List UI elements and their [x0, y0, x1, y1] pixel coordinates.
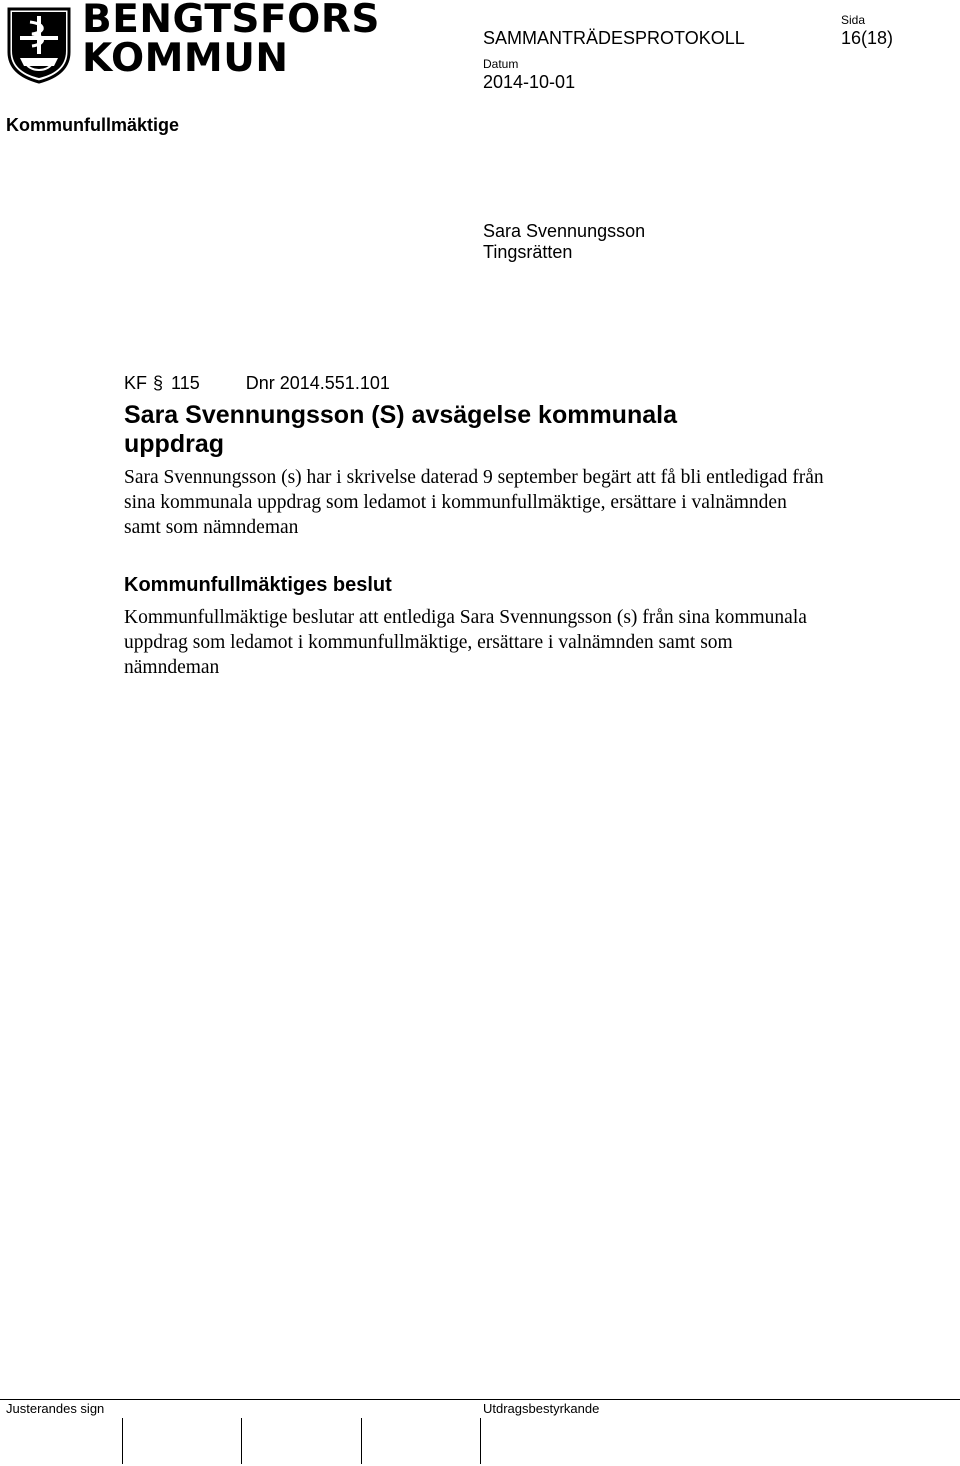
- crest-shield-icon: [6, 6, 72, 84]
- footer-sign-label: Justerandes sign: [6, 1401, 105, 1416]
- recipient-name: Sara Svennungsson: [483, 221, 646, 241]
- page-number: 16(18): [841, 28, 894, 48]
- municipality-logo-text: [82, 0, 380, 81]
- case-number: 115: [171, 373, 200, 393]
- section-symbol: §: [153, 373, 164, 393]
- case-reference: [124, 373, 390, 394]
- page-label: Sida: [841, 13, 866, 27]
- recipient-organization: Tingsrätten: [483, 242, 573, 262]
- case-body: KF: [124, 373, 148, 393]
- signature-box-divider: [361, 1418, 362, 1464]
- case-title: Sara Svennungsson (S) avsägelse kommunala uppdrag: [124, 401, 677, 458]
- organization-name: Kommunfullmäktige: [6, 115, 180, 135]
- logo-line-1: BENGTSFORS: [82, 0, 380, 42]
- date-value: 2014-10-01: [483, 72, 576, 92]
- case-dnr: Dnr 2014.551.101: [245, 373, 390, 393]
- signature-box-divider: [480, 1418, 481, 1464]
- municipality-crest: [6, 6, 72, 84]
- decision-heading: Kommunfullmäktiges beslut: [124, 574, 392, 596]
- footer-certification-label: Utdragsbestyrkande: [483, 1401, 600, 1416]
- date-label: Datum: [483, 57, 519, 71]
- signature-box-divider: [241, 1418, 242, 1464]
- logo-line-2: KOMMUN: [82, 36, 289, 81]
- document-type: SAMMANTRÄDESPROTOKOLL: [483, 28, 745, 48]
- footer-divider: [0, 1399, 960, 1400]
- case-text: Sara Svennungsson (s) har i skrivelse daterad 9 september begärt att få bli entledigad från sina kommunala uppdrag som ledamot i kommunfullmäktige, ersättare i valnämnden samt som nämndeman: [124, 467, 824, 538]
- signature-box-divider: [122, 1418, 123, 1464]
- decision-text: Kommunfullmäktige beslutar att entlediga Sara Svennungsson (s) från sina kommunala uppdrag som ledamot i kommunfullmäktige, ersättare i valnämnden samt som nämndeman: [124, 607, 807, 678]
